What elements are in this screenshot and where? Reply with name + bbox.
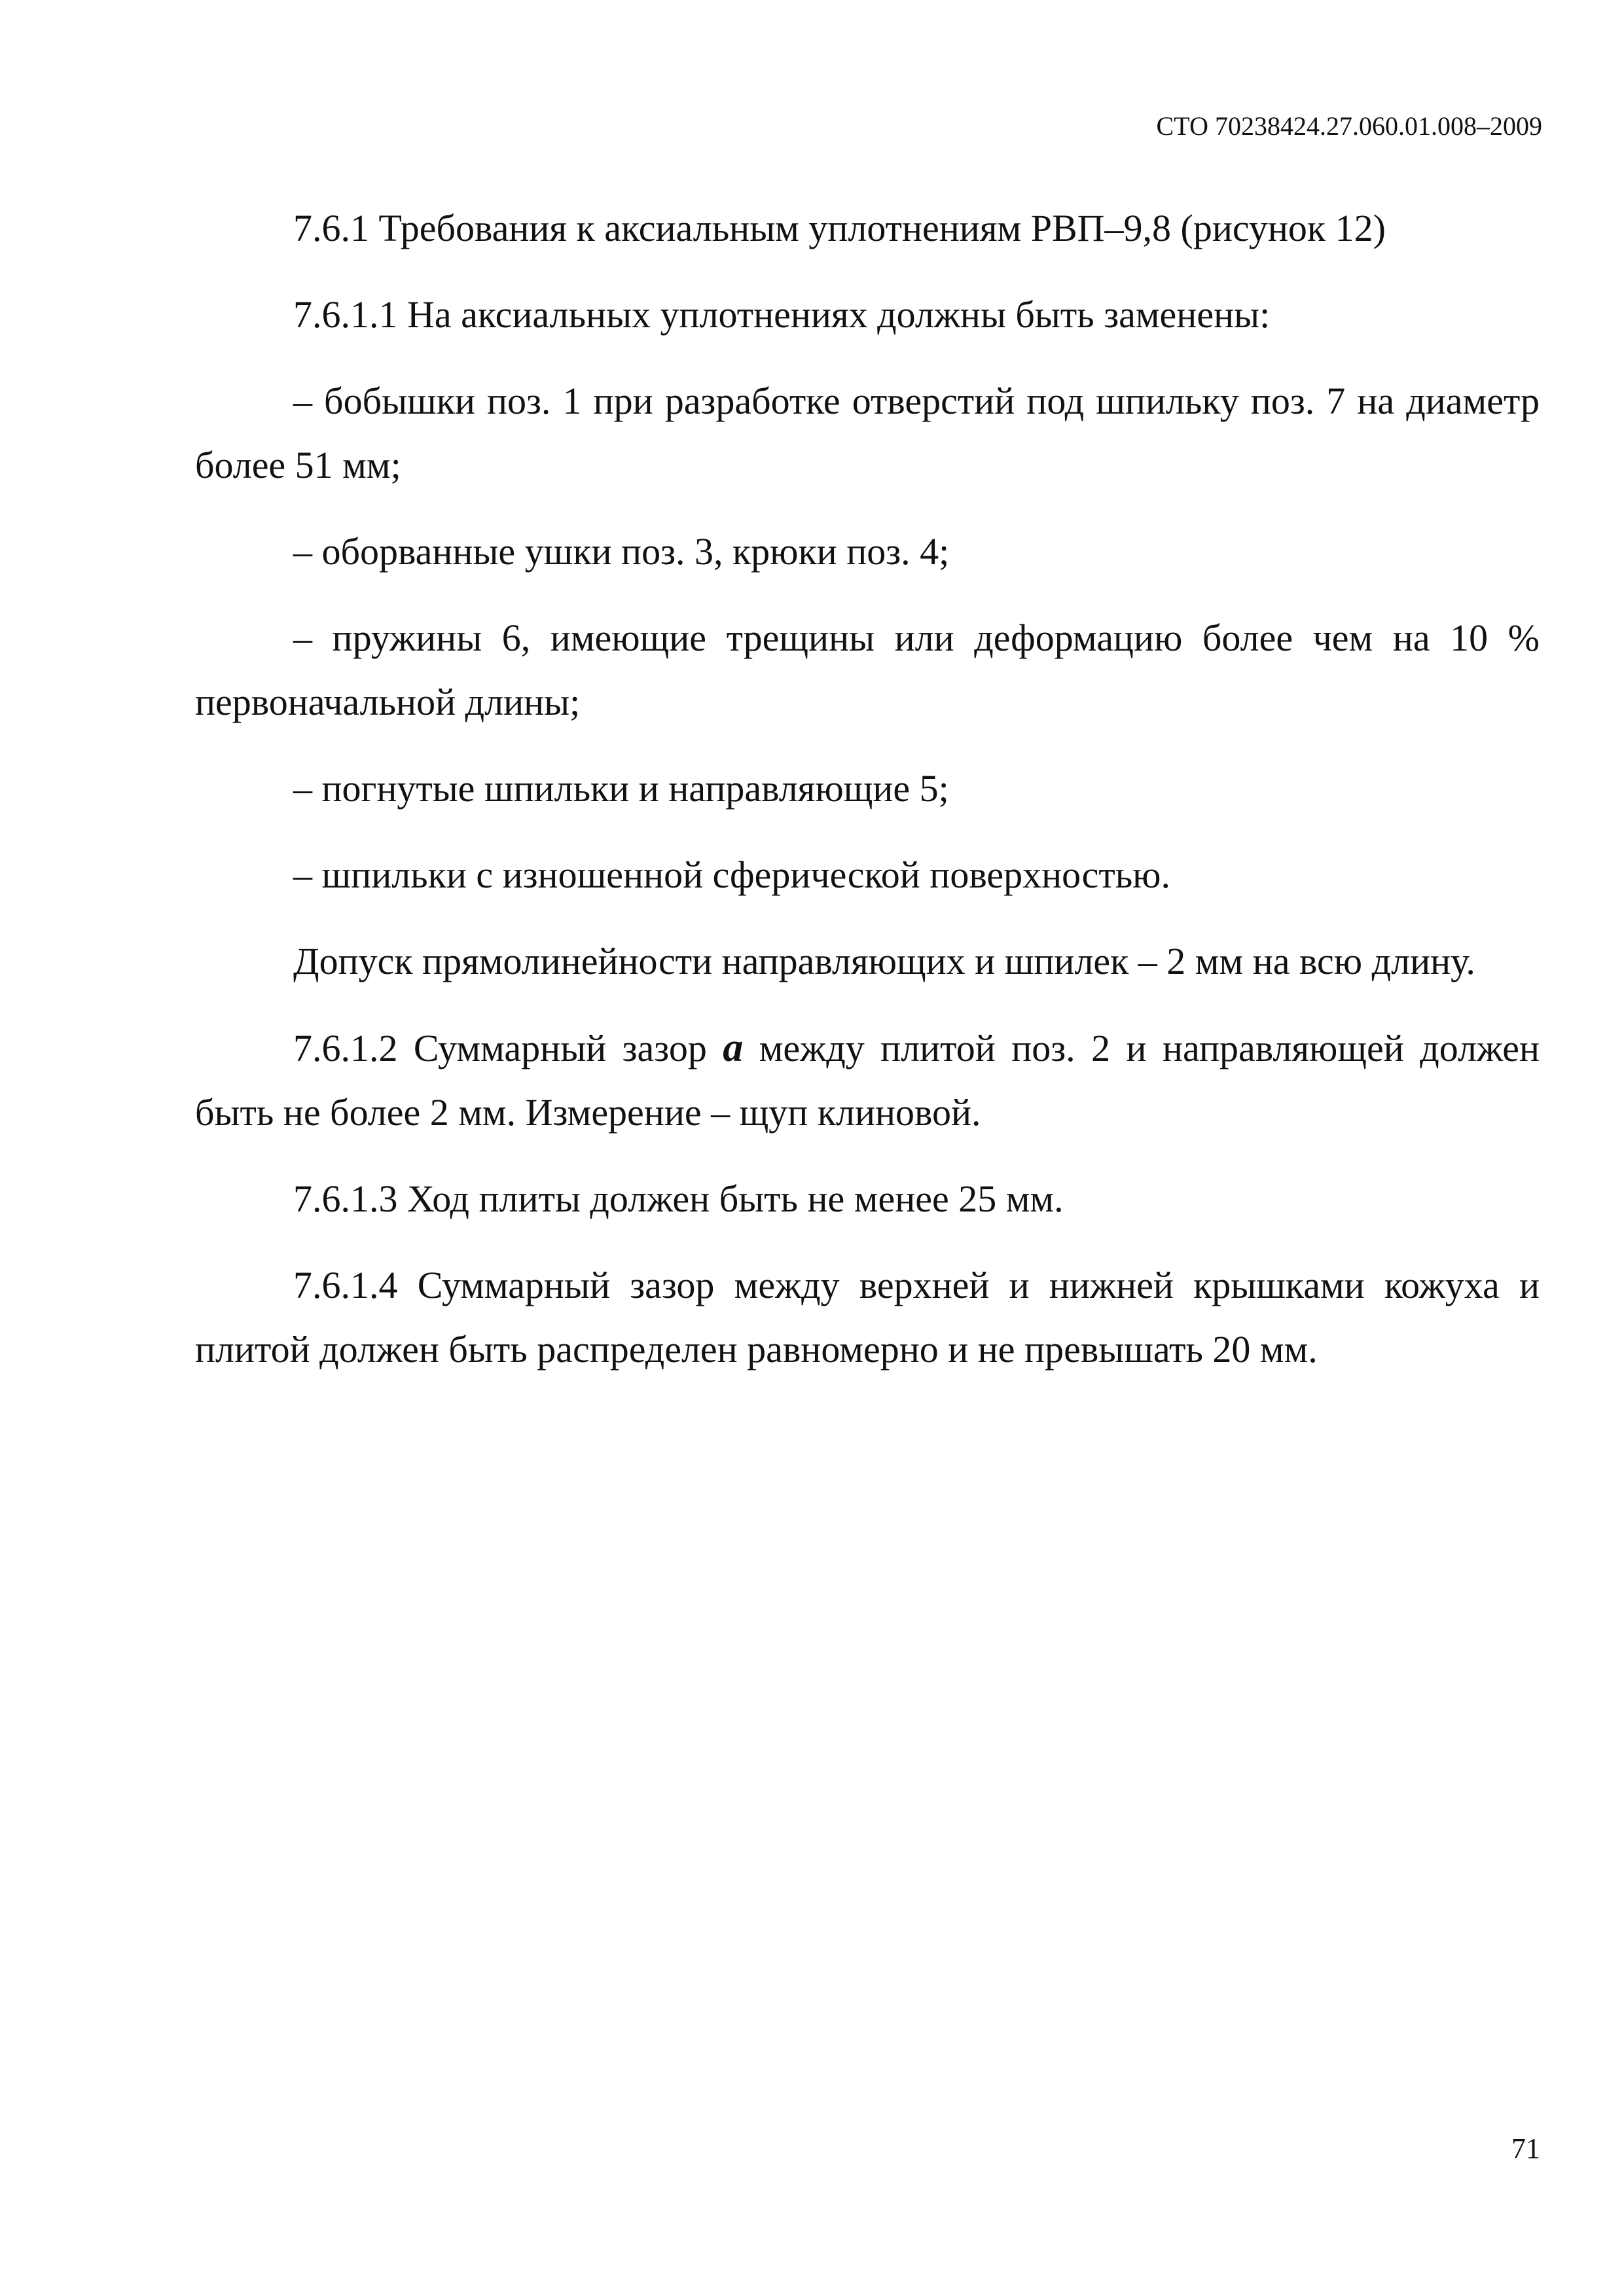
list-item-lugs-hooks: – оборванные ушки поз. 3, крюки поз. 4; — [293, 530, 950, 573]
clause-7-6-1-2 — [195, 1016, 1540, 1145]
list-item-bent-studs: – погнутые шпильки и направляющие 5; — [293, 767, 949, 810]
section-heading-7-6-1: 7.6.1 Требования к аксиальным уплотнениям РВП–9,8 (рисунок 12) — [293, 207, 1386, 249]
clause-7-6-1-2-text-end: между плитой поз. 2 и направляющей должен быть не более 2 мм. Измерение – щуп клиновой. — [195, 1027, 1540, 1134]
list-item-springs: – пружины 6, имеющие трещины или деформацию более чем на 10 % первоначальной длины; — [195, 617, 1540, 723]
list-item-worn-studs: – шпильки с изношенной сферической поверхностью. — [293, 853, 1170, 896]
page-number: 71 — [1511, 2132, 1540, 2164]
clause-7-6-1-1: 7.6.1.1 На аксиальных уплотнениях должны быть заменены: — [293, 293, 1271, 336]
gap-variable-a: a — [723, 1026, 744, 1070]
document-body — [195, 196, 1540, 1404]
straightness-tolerance: Допуск прямолинейности направляющих и шпилек – 2 мм на всю длину. — [293, 940, 1475, 982]
clause-7-6-1-2-text-start: 7.6.1.2 Суммарный зазор — [293, 1027, 723, 1069]
clause-7-6-1-4: 7.6.1.4 Суммарный зазор между верхней и нижней крышками кожуха и плитой должен быть распределен равномерно и не превышать 20 мм. — [195, 1264, 1540, 1371]
clause-7-6-1-3: 7.6.1.3 Ход плиты должен быть не менее 25 мм. — [293, 1177, 1064, 1220]
document-code-header: СТО 70238424.27.060.01.008–2009 — [1156, 111, 1542, 141]
list-item-bosses: – бобышки поз. 1 при разработке отверстий под шпильку поз. 7 на диаметр более 51 мм; — [195, 380, 1540, 486]
